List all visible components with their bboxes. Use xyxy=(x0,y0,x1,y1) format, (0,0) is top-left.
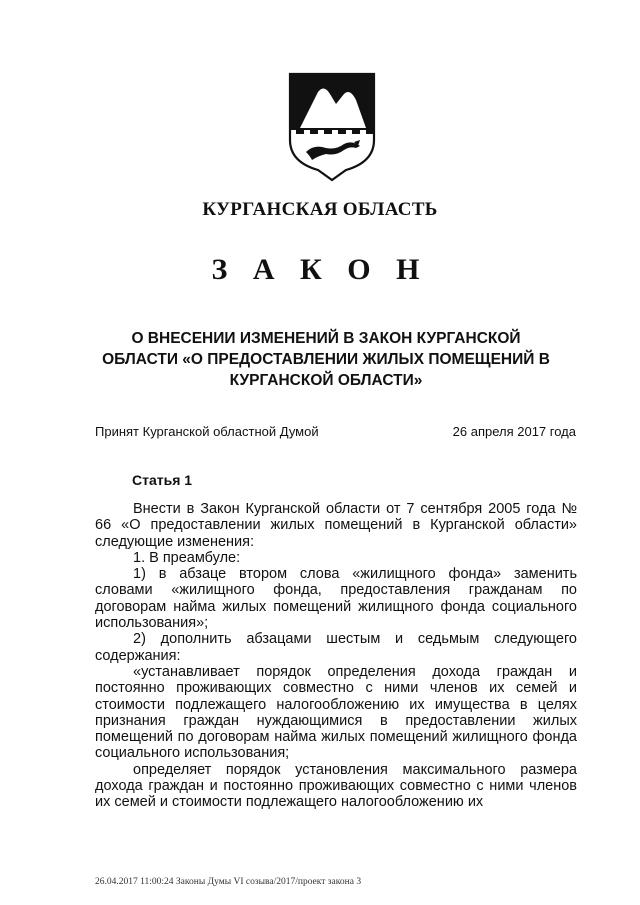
coat-of-arms-icon xyxy=(286,70,378,182)
paragraph: определяет порядок установления максимального размера дохода граждан и постоянно проживающих совместно с ними членов их семей и стоимости подлежащего налогообложению их xyxy=(95,761,577,811)
footer-stamp: 26.04.2017 11:00:24 Законы Думы VI созыва/2017/проект закона 3 xyxy=(95,877,362,887)
region-name: КУРГАНСКАЯ ОБЛАСТЬ xyxy=(202,199,438,220)
article-heading: Статья 1 xyxy=(132,472,193,488)
accepted-by: Принят Курганской областной Думой xyxy=(95,424,319,439)
document-type: З А К О Н xyxy=(211,253,429,286)
paragraph: 1) в абзаце втором слова «жилищного фонда» заменить словами «жилищного фонда, предоставления гражданам по договорам найма жилых помещений жилищного фонда социального использования»; xyxy=(95,566,577,632)
paragraph: 1. В преамбуле: xyxy=(133,549,241,566)
adoption-date: 26 апреля 2017 года xyxy=(452,424,576,439)
paragraph: «устанавливает порядок определения дохода граждан и постоянно проживающих совместно с ними членов их семей и стоимости подлежащего налогообложению их имущества в целях признания граждан нуждающимися в предоставлении жилых помещений по договорам найма жилых помещений жилищного фонда социального использования; xyxy=(95,663,577,762)
paragraph: Внести в Закон Курганской области от 7 сентября 2005 года № 66 «О предоставлении жилых помещений в Курганской области» следующие изменения: xyxy=(95,501,577,550)
paragraph: 2) дополнить абзацами шестым и седьмым следующего содержания: xyxy=(95,631,577,664)
article-body xyxy=(95,501,577,811)
law-title: О ВНЕСЕНИИ ИЗМЕНЕНИЙ В ЗАКОН КУРГАНСКОЙ ОБЛАСТИ «О ПРЕДОСТАВЛЕНИИ ЖИЛЫХ ПОМЕЩЕНИЙ В КУРГАНСКОЙ ОБЛАСТИ» xyxy=(102,330,550,389)
